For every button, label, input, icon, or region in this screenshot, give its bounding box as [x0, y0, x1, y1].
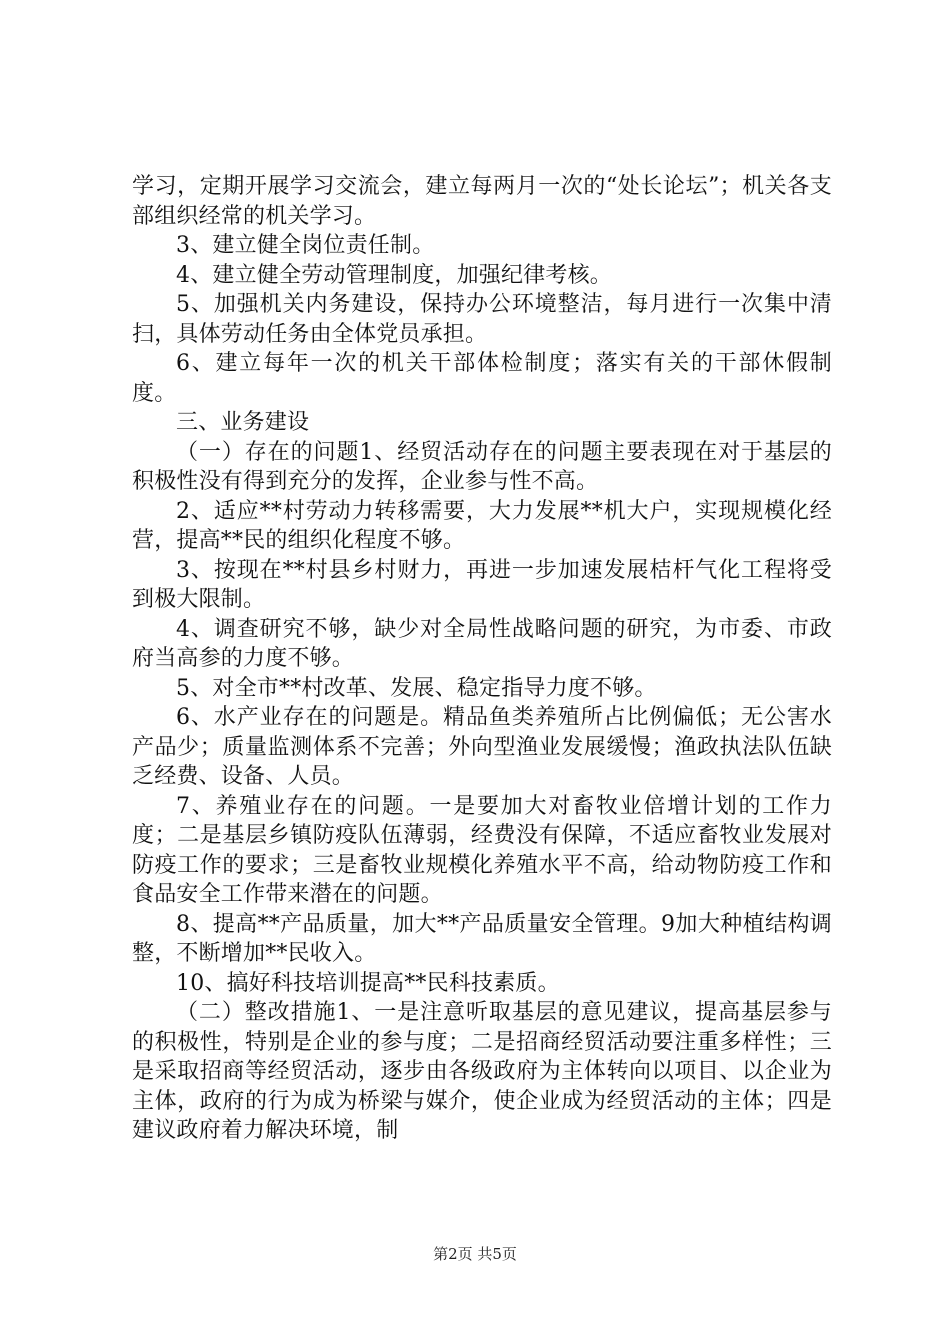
document-body: [132, 172, 832, 1146]
paragraph-7: （一）存在的问题1、经贸活动存在的问题主要表现在对于基层的积极性没有得到充分的发挥，企业参与性不高。: [132, 439, 832, 494]
paragraph-1: 学习，定期开展学习交流会，建立每两月一次的“处长论坛”；机关各支部组织经常的机关学习。: [132, 174, 832, 229]
paragraph-15: 10、搞好科技培训提高**民科技素质。: [176, 970, 560, 996]
paragraph-4: 5、加强机关内务建设，保持办公环境整洁，每月进行一次集中清扫，具体劳动任务由全体党员承担。: [132, 292, 832, 347]
section-heading: 三、业务建设: [176, 410, 310, 435]
paragraph-3: 4、建立健全劳动管理制度，加强纪律考核。: [176, 262, 612, 288]
page-footer: 第2页 共5页: [433, 1245, 517, 1263]
paragraph-2: 3、建立健全岗位责任制。: [176, 233, 435, 258]
paragraph-14: 8、提高**产品质量，加大**产品质量安全管理。9加大种植结构调整，不断增加**民收入。: [132, 911, 832, 966]
paragraph-10: 4、调查研究不够，缺少对全局性战略问题的研究，为市委、市政府当高参的力度不够。: [132, 616, 832, 671]
paragraph-11: 5、对全市**村改革、发展、稳定指导力度不够。: [176, 675, 657, 701]
paragraph-9: 3、按现在**村县乡村财力，再进一步加速发展桔杆气化工程将受到极大限制。: [132, 557, 832, 612]
paragraph-8: 2、适应**村劳动力转移需要，大力发展**机大户，实现规模化经营，提高**民的组织化程度不够。: [132, 498, 832, 553]
paragraph-13: 7、养殖业存在的问题。一是要加大对畜牧业倍增计划的工作力度；二是基层乡镇防疫队伍薄弱，经费没有保障，不适应畜牧业发展对防疫工作的要求；三是畜牧业规模化养殖水平不高，给动物防疫工作和食品安全工作带来潜在的问题。: [132, 793, 832, 907]
paragraph-16: （二）整改措施1、一是注意听取基层的意见建议，提高基层参与的积极性，特别是企业的参与度；二是招商经贸活动要注重多样性；三是采取招商等经贸活动，逐步由各级政府为主体转向以项目、以企业为主体，政府的行为成为桥梁与媒介，使企业成为经贸活动的主体；四是建议政府着力解决环境，制: [132, 1000, 832, 1143]
paragraph-12: 6、水产业存在的问题是。精品鱼类养殖所占比例偏低；无公害水产品少；质量监测体系不完善；外向型渔业发展缓慢；渔政执法队伍缺乏经费、设备、人员。: [132, 705, 832, 789]
paragraph-5: 6、建立每年一次的机关干部体检制度；落实有关的干部休假制度。: [132, 351, 832, 406]
